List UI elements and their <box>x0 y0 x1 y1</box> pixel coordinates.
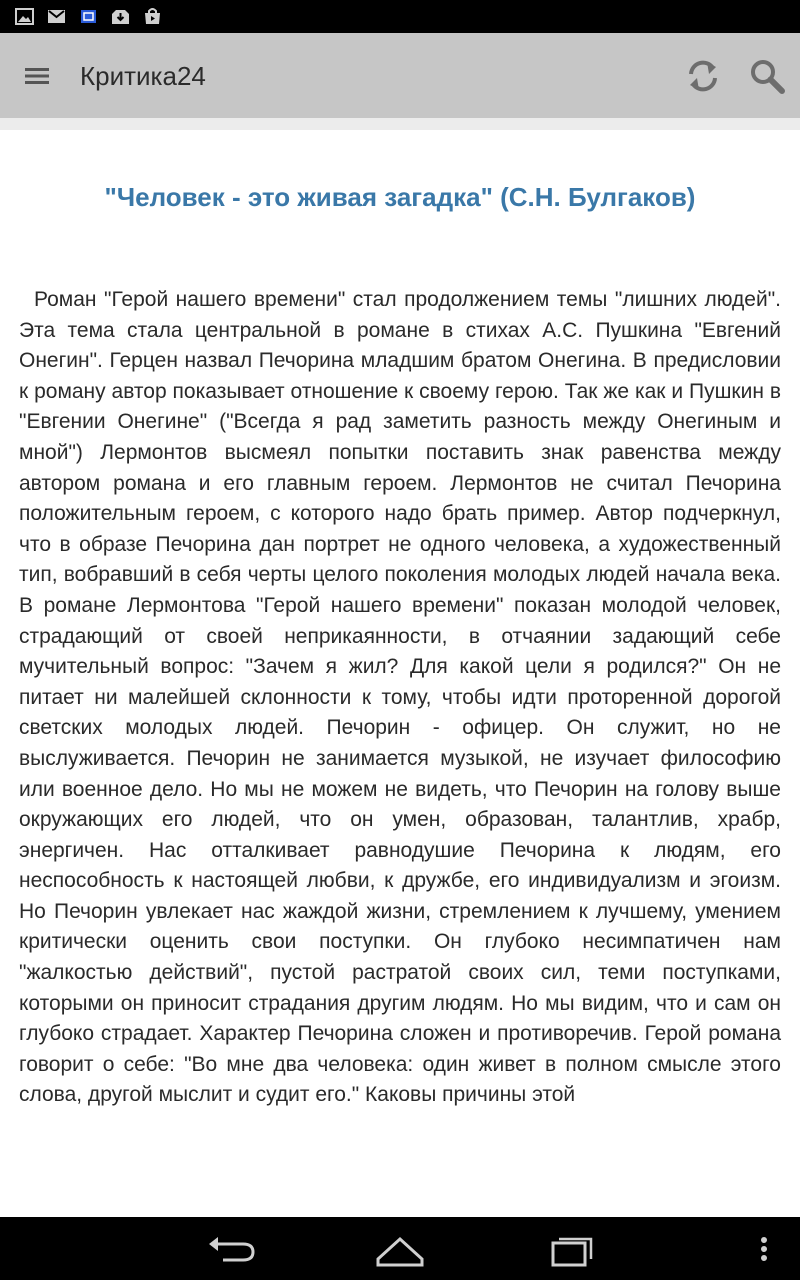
article-body: Роман "Герой нашего времени" стал продолжением темы "лишних людей". Эта тема стала центральной в романе в стихах А.С. Пушкина "Евгений Онегин". Герцен назвал Печорина младшим братом Онегина. В предисловии к роману автор показывает отношение к своему герою. Так же как и Пушкин в "Евгении Онегине" ("Всегда я рад заметить разность между Онегиным и мной") Лермонтов высмеял попытки поставить знак равенства между автором романа и его главным героем. Лермонтов не считал Печорина положительным героем, с которого надо брать пример. Автор подчеркнул, что в образе Печорина дан портрет не одного человека, а художественный тип, вобравший в себя черты целого поколения молодых людей начала века. В романе Лермонтова "Герой нашего времени" показан молодой человек, страдающий от своей неприкаянности, в отчаянии задающий себе мучительный вопрос: "Зачем я жил? Для какой цели я родился?" Он не питает ни малейшей склонности к тому, чтобы идти проторенной дорогой светских молодых людей. Печорин - офицер. Он служит, но не выслуживается. Печорин не занимается музыкой, не изучает философию или военное дело. Но мы не можем не видеть, что Печорин на голову выше окружающих его людей, что он умен, образован, талантлив, храбр, энергичен. Нас отталкивает равнодушие Печорина к людям, его неспособность к настоящей любви, к дружбе, его индивидуализм и эгоизм. Но Печорин увлекает нас жаждой жизни, стремлением к лучшему, умением критически оценить свои поступки. Он глубоко несимпатичен нам "жалкостью действий", пустой растратой своих сил, теми поступками, которыми он приносит страдания другим людям. Но мы видим, что и сам он глубоко страдает. Характер Печорина сложен и противоречив. Герой романа говорит о себе: "Во мне два человека: один живет в полном смысле этого слова, другой мыслит и судит его." Каковы причины этой <box>19 288 781 1107</box>
gmail-icon <box>47 7 66 26</box>
home-icon[interactable] <box>372 1229 428 1269</box>
article-content[interactable] <box>0 130 800 1217</box>
app-bar <box>0 33 800 118</box>
app-bar-divider <box>0 118 800 130</box>
gallery-icon <box>15 7 34 26</box>
store-icon <box>143 7 162 26</box>
search-icon[interactable] <box>745 54 789 98</box>
status-bar <box>0 0 800 33</box>
navigation-bar <box>0 1217 800 1280</box>
download-icon <box>111 7 130 26</box>
article-title: "Человек - это живая загадка" (С.Н. Булгаков) <box>104 182 696 212</box>
recent-apps-icon[interactable] <box>543 1229 599 1269</box>
overflow-menu-icon[interactable] <box>752 1229 776 1269</box>
app-title: Критика24 <box>80 61 206 91</box>
dictionary-icon <box>79 7 98 26</box>
back-icon[interactable] <box>203 1229 259 1269</box>
hamburger-menu-icon[interactable] <box>22 63 52 89</box>
refresh-icon[interactable] <box>681 54 725 98</box>
